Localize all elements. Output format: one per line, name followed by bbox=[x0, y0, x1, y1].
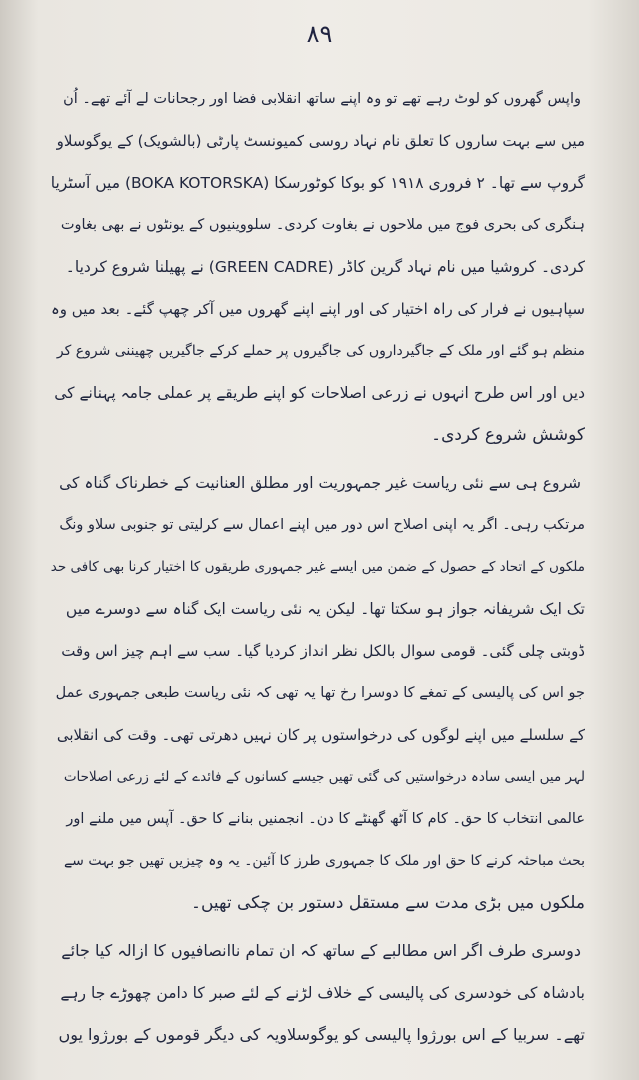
text-line: مرتکب رہی۔ اگر یہ اپنی اصلاح اس دور میں اپنے اعمال سے کرلیتی تو جنوبی سلاو ونگ bbox=[59, 517, 585, 533]
text-line: کردی۔ کروشیا میں نام نہاد گرین کاڈر (GREEN CADRE) نے پھیلنا شروع کردیا۔ bbox=[65, 258, 585, 276]
text-line: جو اس کی پالیسی کے تمغے کا دوسرا رخ تھا یہ تھی کہ نئی ریاست طبعی جمہوری عمل bbox=[55, 685, 585, 701]
text-line: دیں اور اس طرح انہوں نے زرعی اصلاحات کو اپنے طریقے پر عملی جامہ پہنانے کی bbox=[54, 384, 585, 402]
page-body bbox=[50, 78, 585, 1062]
text-line: کے سلسلے میں اپنے لوگوں کی درخواستوں پر کان نہیں دھرتی تھی۔ وقت کی انقلابی bbox=[56, 726, 585, 744]
text-line: گروپ سے تھا۔ ۲ فروری ۱۹۱۸ کو بوکا کوٹورسکا (BOKA KOTORSKA) میں آسٹریا bbox=[50, 174, 585, 192]
page-number: ۸۹ bbox=[306, 20, 333, 48]
text-line: عالمی انتخاب کا حق۔ کام کا آٹھ گھنٹے کا دن۔ انجمنیں بنانے کا حق۔ آپس میں ملنے اور bbox=[66, 811, 585, 827]
text-line: واپس گھروں کو لوٹ رہے تھے تو وہ اپنے ساتھ انقلابی فضا اور رجحانات لے آئے تھے۔ اُن bbox=[63, 91, 581, 107]
paragraph-3 bbox=[50, 930, 585, 1056]
text-line: تک ایک شریفانہ جواز ہو سکتا تھا۔ لیکن یہ نئی ریاست ایک گناہ سے دوسرے میں bbox=[65, 600, 585, 618]
text-line: کوشش شروع کردی۔ bbox=[431, 425, 585, 445]
text-line: شروع ہی سے نئی ریاست غیر جمہوریت اور مطلق العنانیت کے خطرناک گناہ کی bbox=[59, 474, 581, 492]
text-line: ملکوں کے اتحاد کے حصول کے ضمن میں ایسے غیر جمہوری طریقوں کا اختیار کرنا بھی کافی حد bbox=[50, 559, 585, 575]
paragraph-2 bbox=[50, 462, 585, 924]
text-line: بحث مباحثہ کرنے کا حق اور ملک کا جمہوری طرز کا آئین۔ یہ وہ چیزیں تھیں جو بہت سے bbox=[63, 853, 585, 869]
text-line: ڈوبتی چلی گئی۔ قومی سوال بالکل نظر انداز کردیا گیا۔ سب سے اہم چیز اس وقت bbox=[61, 642, 585, 660]
text-line: بادشاہ کی خودسری کی پالیسی کے خلاف لڑنے کے لئے صبر کا دامن چھوڑے جا رہے bbox=[60, 984, 585, 1002]
text-line: سپاہیوں نے فرار کی راہ اختیار کی اور اپنے اپنے گھروں میں آکر چھپ گئے۔ بعد میں وہ bbox=[50, 300, 585, 318]
text-line: دوسری طرف اگر اس مطالبے کے ساتھ کہ ان تمام ناانصافیوں کا ازالہ کیا جائے bbox=[61, 941, 581, 960]
text-line: ہنگری کی بحری فوج میں ملاحوں نے بغاوت کردی۔ سلووینیوں کے یونٹوں نے بھی بغاوت bbox=[60, 217, 585, 233]
text-line: میں سے بہت ساروں کا تعلق نام نہاد روسی کمیونسٹ پارٹی (بالشویک) کے یوگوسلاو bbox=[56, 132, 585, 150]
text-line: لہر میں ایسی سادہ درخواستیں کی گئی تھیں جیسے کسانوں کے فائدے کے لئے زرعی اصلاحات bbox=[63, 769, 585, 785]
text-line: تھے۔ سربیا کے اس بورژوا پالیسی کو یوگوسلاویہ کی دیگر قوموں کے بورژوا یوں bbox=[58, 1025, 585, 1044]
text-line: منظم ہو گئے اور ملک کے جاگیرداروں کی جاگیروں پر حملے کرکے جاگیریں چھیننی شروع کر bbox=[56, 343, 585, 359]
paragraph-1 bbox=[50, 78, 585, 456]
text-line: ملکوں میں بڑی مدت سے مستقل دستور بن چکی تھیں۔ bbox=[190, 893, 585, 913]
